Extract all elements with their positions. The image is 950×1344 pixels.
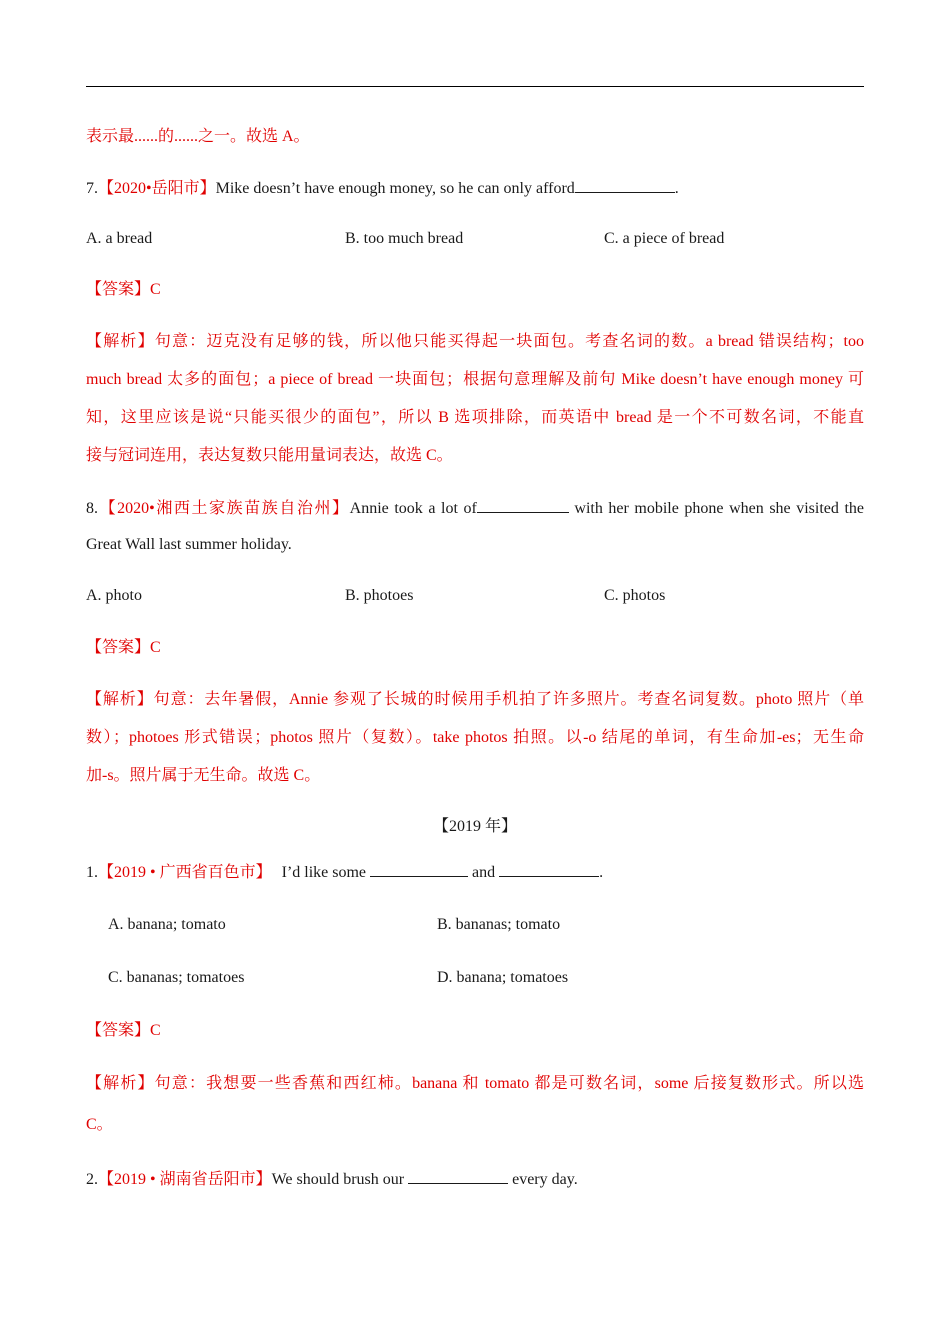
analysis-line: 加-s。照片属于无生命。故选 C。 xyxy=(86,767,321,784)
question-number: 8. xyxy=(86,500,98,517)
question-source: 【2019 • 湖南省岳阳市】 xyxy=(98,1171,272,1188)
option-b: B. photoes xyxy=(345,587,414,604)
answer-blank xyxy=(499,862,599,877)
answer-blank xyxy=(477,498,569,513)
question-7-stem xyxy=(86,178,864,199)
answer-blank xyxy=(575,178,675,193)
option-d: D. banana; tomatoes xyxy=(437,969,569,986)
question-text: I’d like some xyxy=(281,864,371,881)
analysis-line: 【解析】句意：迈克没有足够的钱，所以他只能买得起一块面包。考查名词的数。a bread 错误结构；too xyxy=(86,333,864,350)
option-c: C. photos xyxy=(604,587,666,604)
question-source: 【2020•湘西土家族苗族自治州】 xyxy=(98,500,350,517)
question-text: Annie took a lot of xyxy=(349,500,477,517)
answer-blank xyxy=(408,1169,508,1184)
question-number: 2. xyxy=(86,1171,98,1188)
option-c: C. a piece of bread xyxy=(604,230,725,247)
analysis-line: C。 xyxy=(86,1116,113,1133)
analysis-line: 数）；photoes 形式错误；photos 照片（复数）。take photos 拍照。以-o 结尾的单词，有生命加-es；无生命 xyxy=(86,729,864,746)
answer-label: 【答案】C xyxy=(86,281,161,298)
question-text-end: . xyxy=(599,864,604,881)
header-rule xyxy=(86,86,864,87)
question-number: 7. xyxy=(86,180,98,197)
question-text: We should brush our xyxy=(271,1171,409,1188)
analysis-line: much bread 太多的面包；a piece of bread 一块面包；根据句意理解及前句 Mike doesn’t have enough money 可 xyxy=(86,371,864,388)
analysis-line: 【解析】句意：我想要一些香蕉和西红柿。banana 和 tomato 都是可数名词，some 后接复数形式。所以选 xyxy=(86,1075,864,1092)
section-heading: 【2019 年】 xyxy=(432,818,517,835)
question-text-mid: and xyxy=(468,864,500,881)
option-a: A. photo xyxy=(86,587,142,604)
question-8-stem-line2: Great Wall last summer holiday. xyxy=(86,536,292,553)
question-number: 1. xyxy=(86,864,98,881)
option-c: C. bananas; tomatoes xyxy=(108,969,245,986)
answer-label: 【答案】C xyxy=(86,1022,161,1039)
question-2-stem xyxy=(86,1169,864,1190)
question-text: Mike doesn’t have enough money, so he can only afford xyxy=(215,180,575,197)
option-a: A. a bread xyxy=(86,230,153,247)
option-a: A. banana; tomato xyxy=(108,916,226,933)
question-text-end: every day. xyxy=(508,1171,578,1188)
answer-label: 【答案】C xyxy=(86,639,161,656)
analysis-line: 知，这里应该是说“只能买很少的面包”，所以 B 选项排除，而英语中 bread 是一个不可数名词，不能直 xyxy=(86,409,864,426)
question-source: 【2019 • 广西省百色市】 xyxy=(98,864,272,881)
analysis-line: 接与冠词连用，表达复数只能用量词表达，故选 C。 xyxy=(86,447,453,464)
question-1-stem xyxy=(86,862,864,883)
question-text-end: with her mobile phone when she visited the xyxy=(568,500,865,517)
question-text-end: . xyxy=(674,180,679,197)
intro-text: 表示最......的......之一。故选 A。 xyxy=(86,128,310,145)
question-source: 【2020•岳阳市】 xyxy=(98,180,216,197)
analysis-line: 【解析】句意：去年暑假，Annie 参观了长城的时候用手机拍了许多照片。考查名词复数。photo 照片（单 xyxy=(86,691,864,708)
option-b: B. bananas; tomato xyxy=(437,916,561,933)
question-8-stem xyxy=(86,498,864,519)
answer-blank xyxy=(370,862,468,877)
option-b: B. too much bread xyxy=(345,230,464,247)
